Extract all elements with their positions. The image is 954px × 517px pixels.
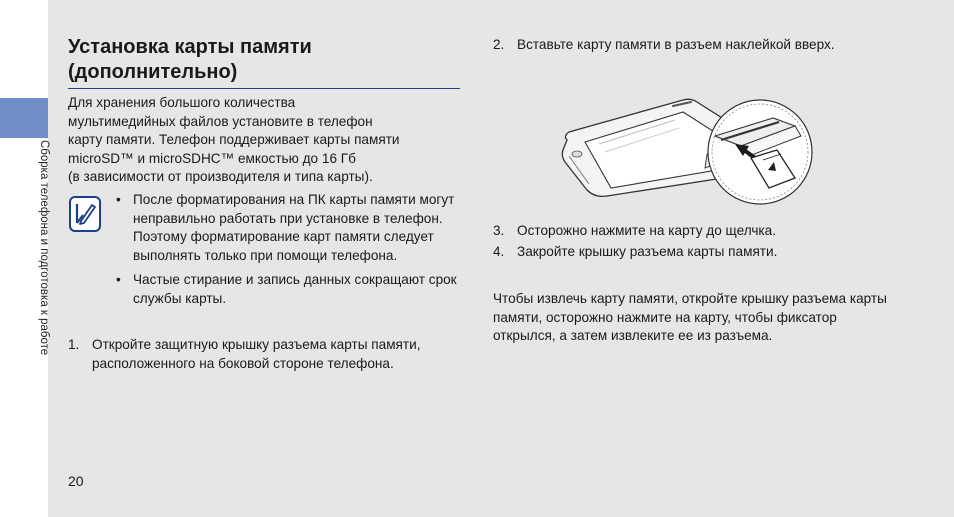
phone-memory-card-insertion-illustration — [555, 96, 821, 208]
intro-line: мультимедийных файлов установите в телефон — [68, 113, 373, 129]
note-list — [116, 191, 461, 314]
step-number: 2. — [493, 37, 505, 52]
page-title: Установка карты памяти (дополнительно) — [68, 36, 312, 83]
removal-instructions: Чтобы извлечь карту памяти, откройте крышку разъема карты памяти, осторожно нажмите на карту, чтобы фиксатор открылся, а затем извлеките ее из разъема. — [493, 291, 887, 343]
title-divider — [68, 88, 460, 89]
step-text: Закройте крышку разъема карты памяти. — [517, 244, 778, 259]
note-item: • После форматирования на ПК карты памяти могут неправильно работать при установке в телефон. Поэтому форматирование карт памяти следует выполнять только при помощи телефона. — [116, 191, 461, 265]
note-pencil-icon — [69, 196, 101, 232]
step-text: Откройте защитную крышку разъема карты памяти, расположенного на боковой стороне телефона. — [92, 337, 421, 371]
intro-paragraph — [68, 94, 463, 187]
step-number: 4. — [493, 244, 505, 259]
chapter-tab — [0, 98, 48, 138]
intro-line: microSD™ и microSDHC™ емкостью до 16 Гб — [68, 150, 356, 166]
intro-line: (в зависимости от производителя и типа карты). — [68, 169, 373, 184]
note-item: • Частые стирание и запись данных сокращают срок службы карты. — [116, 271, 461, 308]
page-number: 20 — [68, 473, 84, 489]
step-number: 3. — [493, 223, 505, 238]
intro-line: карту памяти. Телефон поддерживает карты памяти — [68, 132, 400, 147]
step-number: 1. — [68, 337, 80, 352]
chapter-label: Сборка телефона и подготовка к работе — [38, 140, 50, 356]
step-text: Осторожно нажмите на карту до щелчка. — [517, 223, 776, 238]
step-text: Вставьте карту памяти в разъем наклейкой вверх. — [517, 37, 835, 52]
intro-line: Для хранения большого количества — [68, 95, 296, 110]
